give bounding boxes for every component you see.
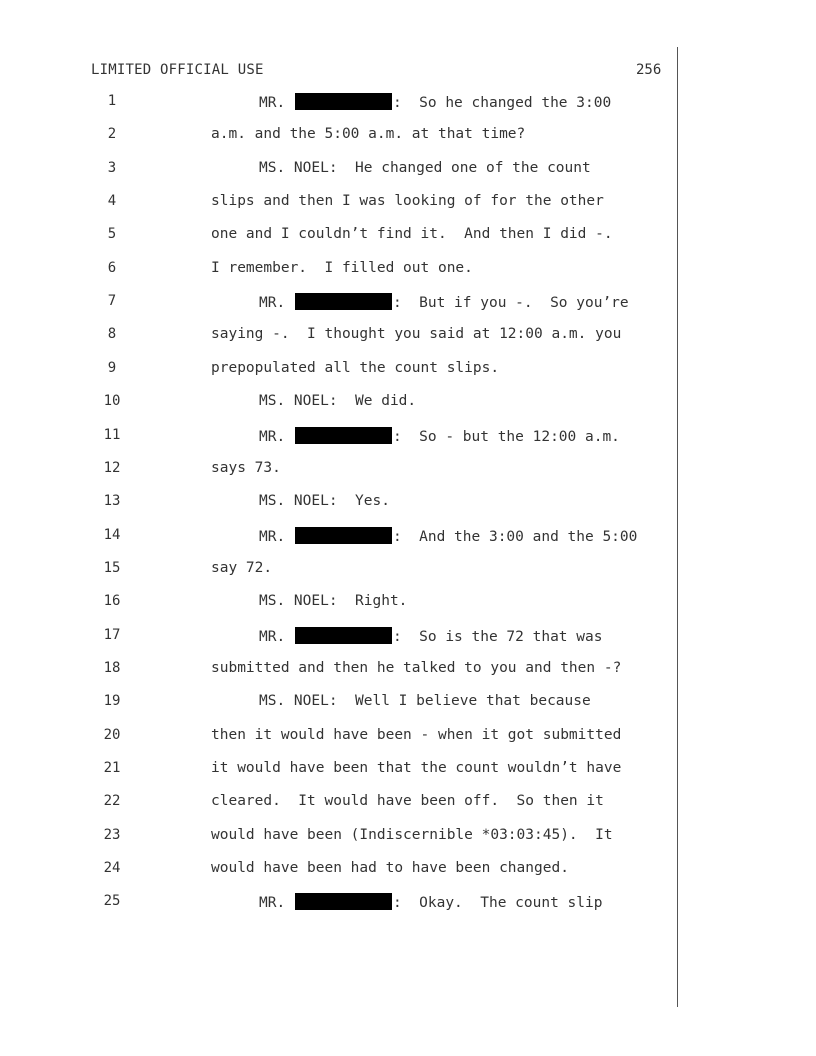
line-text (259, 627, 602, 645)
line-content: : So is the 72 that was (392, 629, 603, 645)
line-text: MS. NOEL: Right. (259, 593, 408, 609)
transcript-line (0, 160, 676, 180)
transcript-line (0, 193, 676, 213)
line-text: one and I couldn’t find it. And then I did -. (211, 226, 613, 242)
line-text: says 73. (211, 460, 281, 476)
transcript-line (0, 126, 676, 146)
line-number: 22 (103, 793, 121, 809)
transcript-line (0, 527, 676, 547)
line-number: 7 (107, 293, 117, 309)
redaction-box (295, 93, 392, 110)
line-number: 5 (107, 226, 117, 242)
transcript-line (0, 460, 676, 480)
line-number: 16 (103, 593, 121, 609)
line-number: 1 (107, 93, 117, 109)
transcript-line (0, 693, 676, 713)
transcript-line (0, 226, 676, 246)
line-text: MS. NOEL: Well I believe that because (259, 693, 591, 709)
transcript-line (0, 560, 676, 580)
line-text (259, 527, 637, 545)
line-number: 12 (103, 460, 121, 476)
line-number: 15 (103, 560, 121, 576)
transcript-line (0, 93, 676, 113)
redaction-box (295, 427, 392, 444)
transcript-line (0, 326, 676, 346)
transcript-line (0, 727, 676, 747)
line-number: 19 (103, 693, 121, 709)
line-text: it would have been that the count wouldn’t have (211, 760, 622, 776)
line-text: submitted and then he talked to you and then -? (211, 660, 622, 676)
speaker-prefix: MR. (259, 629, 286, 645)
line-number: 18 (103, 660, 121, 676)
line-number: 9 (107, 360, 117, 376)
transcript-line (0, 493, 676, 513)
line-number: 4 (107, 193, 117, 209)
transcript-line (0, 860, 676, 880)
speaker-prefix: MR. (259, 95, 286, 111)
line-number: 13 (103, 493, 121, 509)
line-content: : But if you -. So you’re (392, 295, 629, 311)
line-text: then it would have been - when it got submitted (211, 727, 622, 743)
line-text: MS. NOEL: He changed one of the count (259, 160, 591, 176)
transcript-line (0, 893, 676, 913)
speaker-prefix: MR. (259, 895, 286, 911)
line-content: : So he changed the 3:00 (392, 95, 612, 111)
line-number: 17 (103, 627, 121, 643)
line-number: 2 (107, 126, 117, 142)
transcript-line (0, 293, 676, 313)
line-number: 3 (107, 160, 117, 176)
line-number: 10 (103, 393, 121, 409)
line-text: MS. NOEL: Yes. (259, 493, 390, 509)
redaction-box (295, 893, 392, 910)
line-number: 21 (103, 760, 121, 776)
redaction-box (295, 527, 392, 544)
right-margin-rule (677, 47, 678, 1007)
line-text: prepopulated all the count slips. (211, 360, 500, 376)
line-text: I remember. I filled out one. (211, 260, 473, 276)
line-text: a.m. and the 5:00 a.m. at that time? (211, 126, 526, 142)
line-content: : So - but the 12:00 a.m. (392, 429, 620, 445)
transcript-line (0, 360, 676, 380)
line-text (259, 893, 602, 911)
line-text: cleared. It would have been off. So then it (211, 793, 604, 809)
line-content: : Okay. The count slip (392, 895, 603, 911)
line-number: 20 (103, 727, 121, 743)
redaction-box (295, 293, 392, 310)
line-text (259, 427, 620, 445)
classification-header: LIMITED OFFICIAL USE (91, 62, 264, 78)
speaker-prefix: MR. (259, 295, 286, 311)
line-number: 25 (103, 893, 121, 909)
redaction-box (295, 627, 392, 644)
line-number: 14 (103, 527, 121, 543)
transcript-line (0, 427, 676, 447)
line-text: would have been (Indiscernible *03:03:45). It (211, 827, 613, 843)
transcript-line (0, 627, 676, 647)
transcript-line (0, 393, 676, 413)
transcript-line (0, 660, 676, 680)
transcript-line (0, 260, 676, 280)
line-number: 23 (103, 827, 121, 843)
transcript-line (0, 760, 676, 780)
line-content: : And the 3:00 and the 5:00 (392, 529, 638, 545)
transcript-line (0, 793, 676, 813)
speaker-prefix: MR. (259, 529, 286, 545)
line-text: saying -. I thought you said at 12:00 a.m. you (211, 326, 622, 342)
line-number: 24 (103, 860, 121, 876)
transcript-line (0, 827, 676, 847)
line-text: would have been had to have been changed. (211, 860, 569, 876)
line-text (259, 93, 611, 111)
line-text: say 72. (211, 560, 273, 576)
line-number: 6 (107, 260, 117, 276)
line-text (259, 293, 629, 311)
line-text: slips and then I was looking of for the other (211, 193, 604, 209)
transcript-line (0, 593, 676, 613)
page-number: 256 (636, 62, 662, 78)
line-text: MS. NOEL: We did. (259, 393, 417, 409)
speaker-prefix: MR. (259, 429, 286, 445)
line-number: 11 (103, 427, 121, 443)
line-number: 8 (107, 326, 117, 342)
